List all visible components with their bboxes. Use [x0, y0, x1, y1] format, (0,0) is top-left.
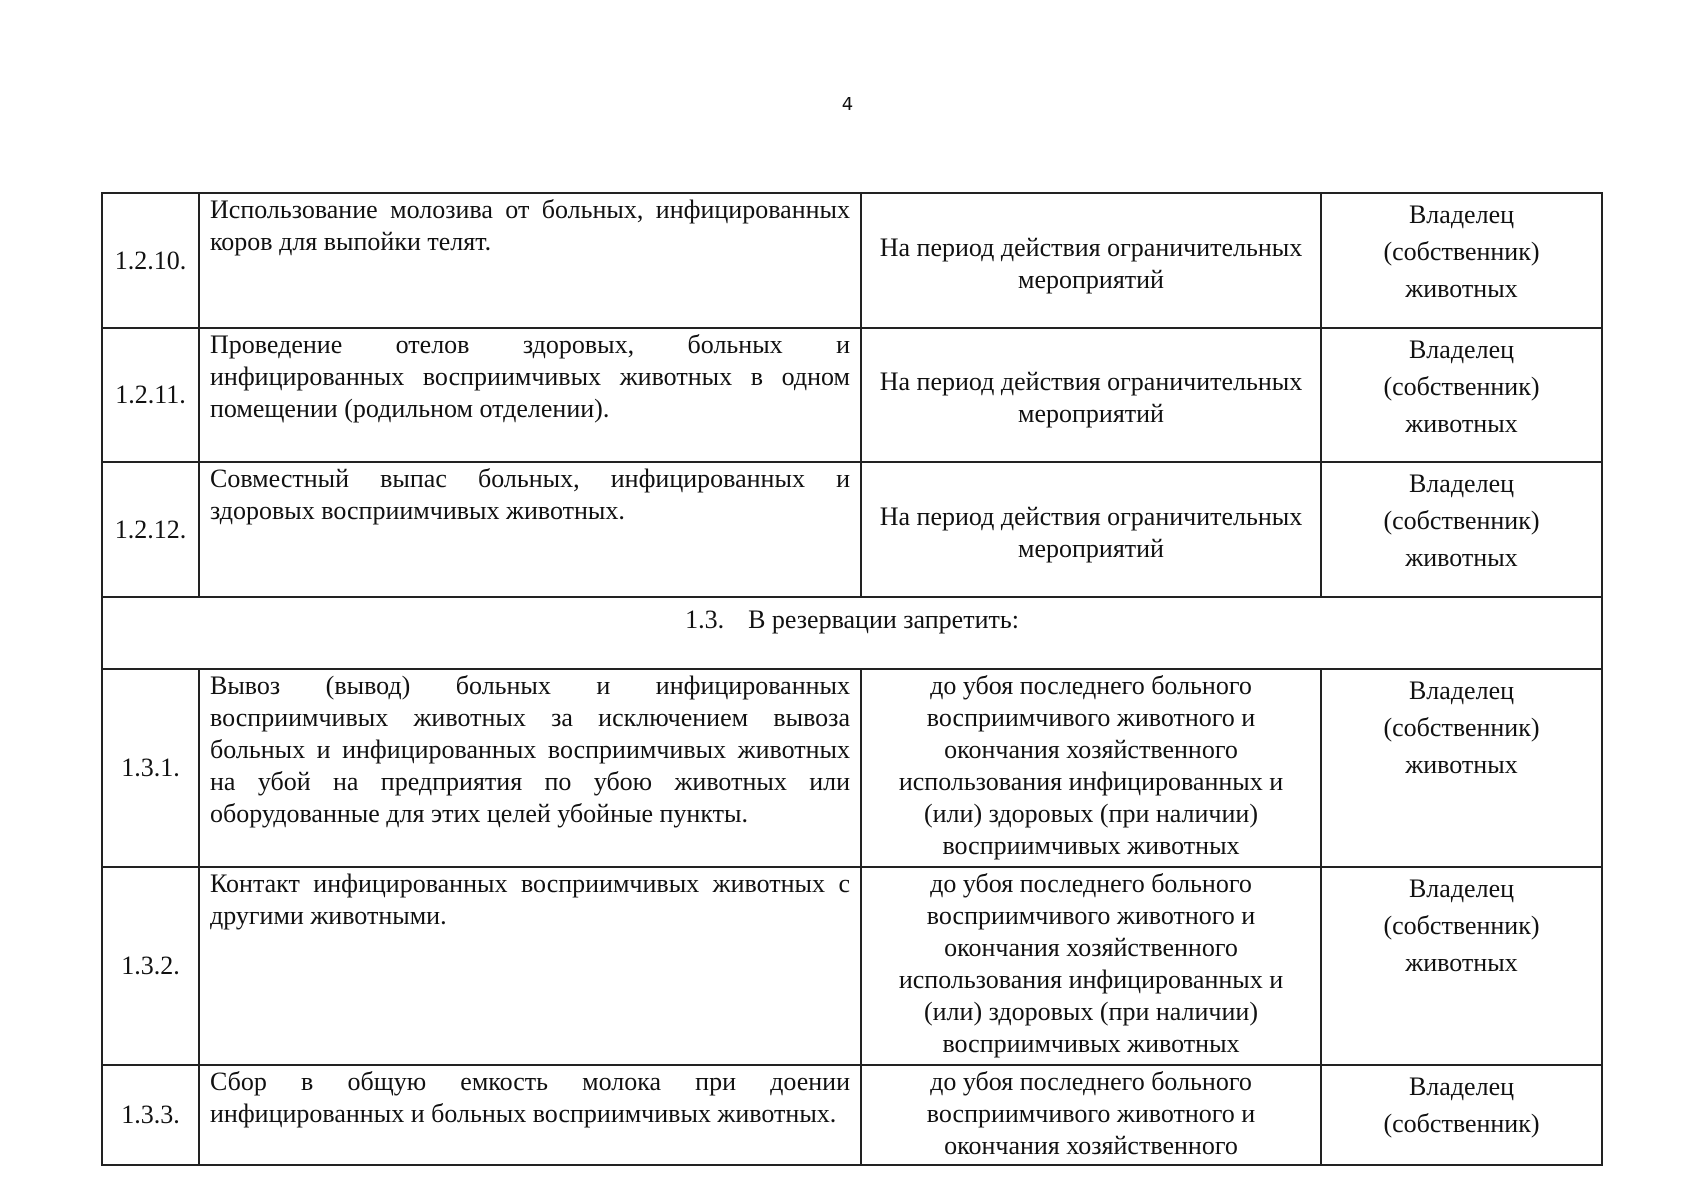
item-number: 1.2.11. [102, 328, 199, 462]
period-text: до убоя последнего больного восприимчивого животного и окончания хозяйственного [861, 1065, 1321, 1165]
responsible-text: Владелец (собственник) животных [1321, 867, 1602, 1065]
responsible-text: Владелец (собственник) животных [1321, 462, 1602, 597]
measure-text: Вывоз (вывод) больных и инфицированных восприимчивых животных за исключением вывоза больных и инфицированных восприимчивых животных на убой на предприятия по убою животных или оборудованные для этих целей убойные пункты. [199, 669, 861, 867]
item-number: 1.3.1. [102, 669, 199, 867]
measure-text: Проведение отелов здоровых, больных и инфицированных восприимчивых животных в одном помещении (родильном отделении). [199, 328, 861, 462]
section-title: В резервации запретить: [748, 605, 1019, 634]
table-row [102, 1065, 1602, 1165]
item-number: 1.2.12. [102, 462, 199, 597]
period-text: до убоя последнего больного восприимчивого животного и окончания хозяйственного использования инфицированных и (или) здоровых (при наличии) восприимчивых животных [861, 669, 1321, 867]
page-number: 4 [841, 94, 854, 115]
measures-table [101, 192, 1603, 1166]
item-number: 1.3.2. [102, 867, 199, 1065]
table-row [102, 462, 1602, 597]
table-row [102, 328, 1602, 462]
section-heading [102, 597, 1602, 669]
period-text: На период действия ограничительных мероприятий [861, 462, 1321, 597]
responsible-text: Владелец (собственник) [1321, 1065, 1602, 1165]
measure-text: Использование молозива от больных, инфицированных коров для выпойки телят. [199, 193, 861, 328]
measure-text: Сбор в общую емкость молока при доении инфицированных и больных восприимчивых животных. [199, 1065, 861, 1165]
table-row [102, 193, 1602, 328]
measure-text: Контакт инфицированных восприимчивых животных с другими животными. [199, 867, 861, 1065]
responsible-text: Владелец (собственник) животных [1321, 193, 1602, 328]
period-text: На период действия ограничительных мероприятий [861, 193, 1321, 328]
item-number: 1.2.10. [102, 193, 199, 328]
period-text: На период действия ограничительных мероприятий [861, 328, 1321, 462]
responsible-text: Владелец (собственник) животных [1321, 328, 1602, 462]
item-number: 1.3.3. [102, 1065, 199, 1165]
section-number: 1.3. [685, 605, 725, 634]
section-header-row [102, 597, 1602, 669]
table-row [102, 669, 1602, 867]
period-text: до убоя последнего больного восприимчивого животного и окончания хозяйственного использования инфицированных и (или) здоровых (при наличии) восприимчивых животных [861, 867, 1321, 1065]
measure-text: Совместный выпас больных, инфицированных и здоровых восприимчивых животных. [199, 462, 861, 597]
table-row [102, 867, 1602, 1065]
responsible-text: Владелец (собственник) животных [1321, 669, 1602, 867]
